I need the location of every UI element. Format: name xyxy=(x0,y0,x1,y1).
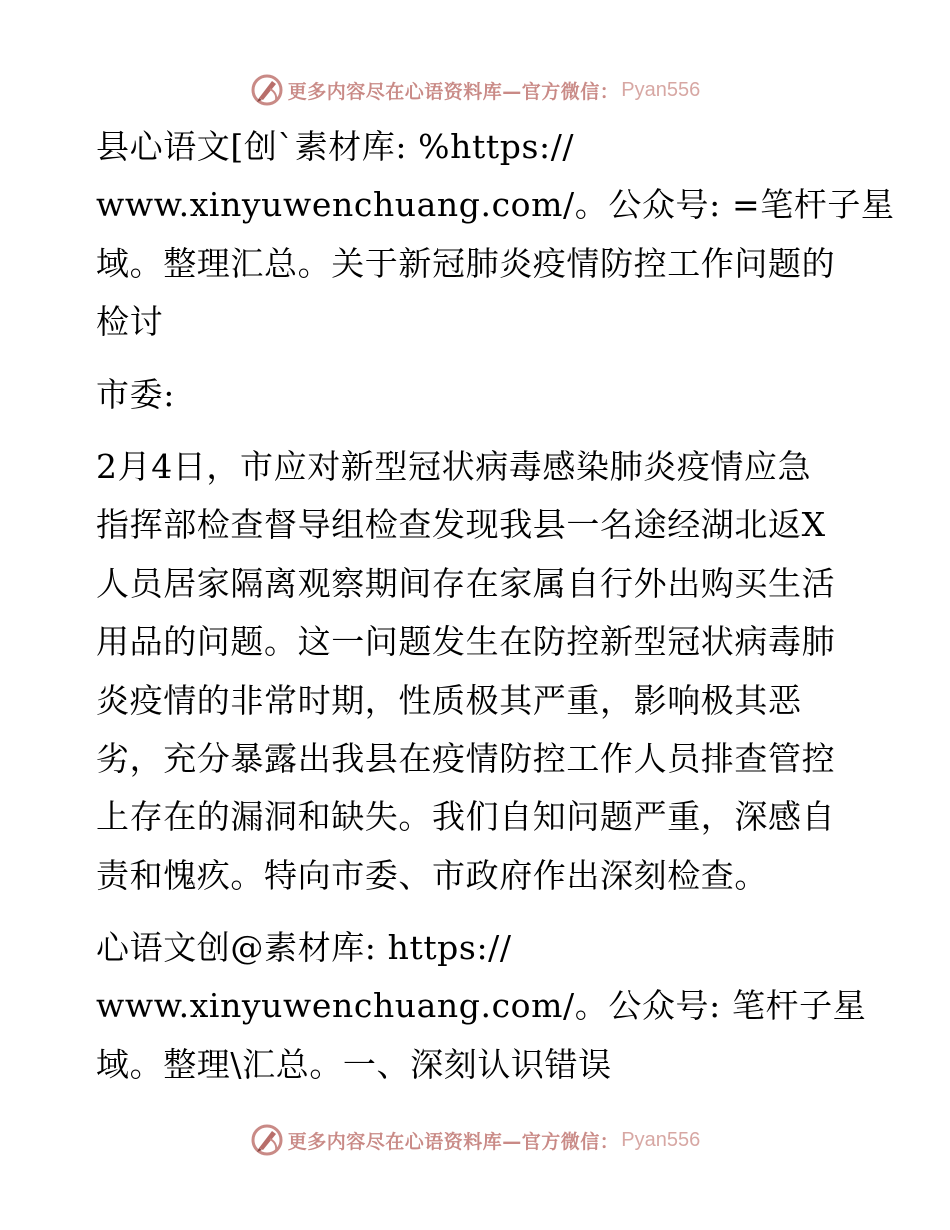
paragraph-salutation xyxy=(96,366,856,424)
header-watermark-wechat-id: Pyan556 xyxy=(621,78,701,101)
text-line: 劣，充分暴露出我县在疫情防控工作人员排查管控 xyxy=(96,738,836,778)
header-watermark-banner xyxy=(0,70,950,110)
text-line: 县心语文[创`素材库: %https:// xyxy=(96,127,575,166)
quill-pen-logo-icon xyxy=(250,1123,284,1157)
footer-watermark-wechat-id: Pyan556 xyxy=(621,1128,701,1151)
text-line: 炎疫情的非常时期，性质极其严重，影响极其恶 xyxy=(96,680,802,720)
footer-watermark-banner xyxy=(0,1120,950,1160)
text-line: 2月4日，市应对新型冠状病毒感染肺炎疫情应急 xyxy=(96,446,812,486)
text-line: 域。整理\汇总。一、深刻认识错误 xyxy=(96,1044,612,1084)
text-line: 域。整理汇总。关于新冠肺炎疫情防控工作问题的 xyxy=(96,243,836,283)
paragraph-section-heading xyxy=(96,919,867,1094)
text-line: 心语文创@素材库: https:// xyxy=(96,928,512,968)
footer-watermark-text: 更多内容尽在心语资料库—官方微信： xyxy=(287,1130,620,1153)
text-line: 人员居家隔离观察期间存在家属自行外出购买生活 xyxy=(96,563,836,603)
text-line: 指挥部检查督导组检查发现我县一名途经湖北返X xyxy=(96,505,826,545)
text-line: 上存在的漏洞和缺失。我们自知问题严重，深感自 xyxy=(96,797,836,837)
document-body xyxy=(96,118,895,1094)
text-line: www.xinyuwenchuang.com/。公众号: =笔杆子星 xyxy=(96,185,895,225)
paragraph-title xyxy=(96,118,895,352)
quill-pen-logo-icon xyxy=(250,73,284,107)
header-watermark-text: 更多内容尽在心语资料库—官方微信： xyxy=(287,80,620,103)
paragraph-body xyxy=(96,438,856,905)
text-line: 用品的问题。这一问题发生在防控新型冠状病毒肺 xyxy=(96,622,836,662)
text-line: www.xinyuwenchuang.com/。公众号: 笔杆子星 xyxy=(96,986,867,1026)
text-line: 市委: xyxy=(96,374,175,414)
text-line: 责和愧疚。特向市委、市政府作出深刻检查。 xyxy=(96,855,768,895)
text-line: 检讨 xyxy=(96,302,164,342)
